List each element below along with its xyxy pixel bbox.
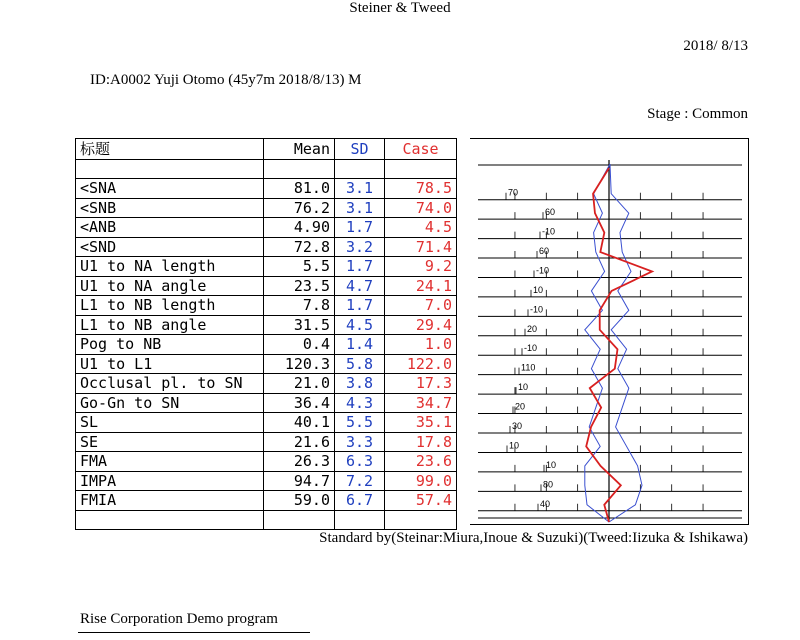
measure-name: FMIA [76,491,264,511]
measure-case: 7.0 [385,296,457,316]
measure-case: 122.0 [385,354,457,374]
measure-mean: 94.7 [264,471,335,491]
table-row [76,179,457,199]
measure-mean: 7.8 [264,296,335,316]
measure-case: 24.1 [385,276,457,296]
measure-case: 78.5 [385,179,457,199]
measure-name: IMPA [76,471,264,491]
table-row [76,354,457,374]
scale-label: -10 [536,265,550,276]
measure-case: 1.0 [385,335,457,355]
case-profile-line [586,168,652,522]
measure-case: 34.7 [385,393,457,413]
header-case: Case [385,139,457,160]
measure-sd: 1.4 [335,335,385,355]
measure-case: 9.2 [385,257,457,277]
measure-sd: 4.7 [335,276,385,296]
measure-case: 4.5 [385,218,457,238]
measure-name: L1 to NB angle [76,315,264,335]
measure-name: Occlusal pl. to SN [76,374,264,394]
measure-case: 17.8 [385,432,457,452]
measure-name: U1 to NA angle [76,276,264,296]
measure-mean: 81.0 [264,179,335,199]
table-row [76,413,457,433]
scale-label: -10 [524,343,538,354]
patient-info: ID:A0002 Yuji Otomo (45y7m 2018/8/13) M [90,72,362,88]
scale-label: -10 [542,226,556,237]
polygon-profile-chart [470,138,749,525]
measure-sd: 5.5 [335,413,385,433]
scale-label: 10 [546,459,557,470]
table-row [76,491,457,511]
table-row [76,218,457,238]
scale-label: 60 [539,246,550,257]
measure-name: SL [76,413,264,433]
measure-mean: 23.5 [264,276,335,296]
scale-label: 60 [545,207,556,218]
measure-name: Pog to NB [76,335,264,355]
scale-label: 70 [508,187,519,198]
table-header-row [76,139,457,160]
measure-mean: 120.3 [264,354,335,374]
measure-case: 71.4 [385,237,457,257]
measure-mean: 36.4 [264,393,335,413]
scale-label: 10 [533,284,544,295]
measure-name: <SND [76,237,264,257]
measure-mean: 76.2 [264,198,335,218]
measure-mean: 21.6 [264,432,335,452]
scale-label: 20 [515,401,526,412]
standard-reference: Standard by(Steinar:Miura,Inoue & Suzuki)(Tweed:Iizuka & Ishikawa) [319,530,748,546]
measure-name: <SNB [76,198,264,218]
table-row [76,393,457,413]
measure-sd: 3.1 [335,198,385,218]
measure-mean: 26.3 [264,452,335,472]
measure-case: 17.3 [385,374,457,394]
header-sd: SD [335,139,385,160]
table-row [76,296,457,316]
table-row [76,315,457,335]
measure-sd: 7.2 [335,471,385,491]
measure-sd: 4.5 [335,315,385,335]
measure-sd: 1.7 [335,257,385,277]
scale-label: 30 [512,421,523,431]
measure-mean: 5.5 [264,257,335,277]
scale-label: -10 [530,304,544,315]
table-row [76,257,457,277]
measure-mean: 31.5 [264,315,335,335]
table-row [76,276,457,296]
measure-mean: 59.0 [264,491,335,511]
measure-case: 57.4 [385,491,457,511]
measure-name: Go-Gn to SN [76,393,264,413]
scale-label: 40 [540,498,551,509]
measure-name: FMA [76,452,264,472]
measure-case: 29.4 [385,315,457,335]
table-row [76,237,457,257]
measure-mean: 21.0 [264,374,335,394]
header-mean: Mean [264,139,335,160]
measure-sd: 3.1 [335,179,385,199]
footer-underline [78,632,310,633]
measure-case: 35.1 [385,413,457,433]
measurement-table [75,138,457,530]
measure-name: U1 to L1 [76,354,264,374]
table-row [76,198,457,218]
measure-mean: 72.8 [264,237,335,257]
scale-label: 80 [543,479,554,490]
scale-label: 10 [518,382,529,393]
measure-sd: 6.3 [335,452,385,472]
blank-row [76,160,457,179]
measure-name: <SNA [76,179,264,199]
blank-row [76,510,457,529]
table-row [76,471,457,491]
measure-sd: 4.3 [335,393,385,413]
scale-label: 110 [521,362,536,373]
measure-sd: 5.8 [335,354,385,374]
report-title: Steiner & Tweed [349,0,451,16]
measure-case: 99.0 [385,471,457,491]
scale-label: 10 [509,440,520,451]
measure-case: 23.6 [385,452,457,472]
scale-label: 20 [527,323,538,334]
measure-name: <ANB [76,218,264,238]
measure-name: SE [76,432,264,452]
stage-label: Stage : Common [647,106,748,122]
table-row [76,452,457,472]
measure-sd: 3.8 [335,374,385,394]
table-row [76,432,457,452]
table-row [76,374,457,394]
measure-sd: 3.3 [335,432,385,452]
measure-sd: 3.2 [335,237,385,257]
measure-mean: 4.90 [264,218,335,238]
measure-sd: 1.7 [335,218,385,238]
sd-polygon-upper [609,164,642,522]
measure-mean: 0.4 [264,335,335,355]
company-name: Rise Corporation Demo program [80,611,278,627]
measure-name: U1 to NA length [76,257,264,277]
header-name: 标题 [76,139,264,160]
table-row [76,335,457,355]
report-date: 2018/ 8/13 [683,38,748,54]
measure-sd: 1.7 [335,296,385,316]
measure-mean: 40.1 [264,413,335,433]
measure-case: 74.0 [385,198,457,218]
measure-name: L1 to NB length [76,296,264,316]
measure-sd: 6.7 [335,491,385,511]
